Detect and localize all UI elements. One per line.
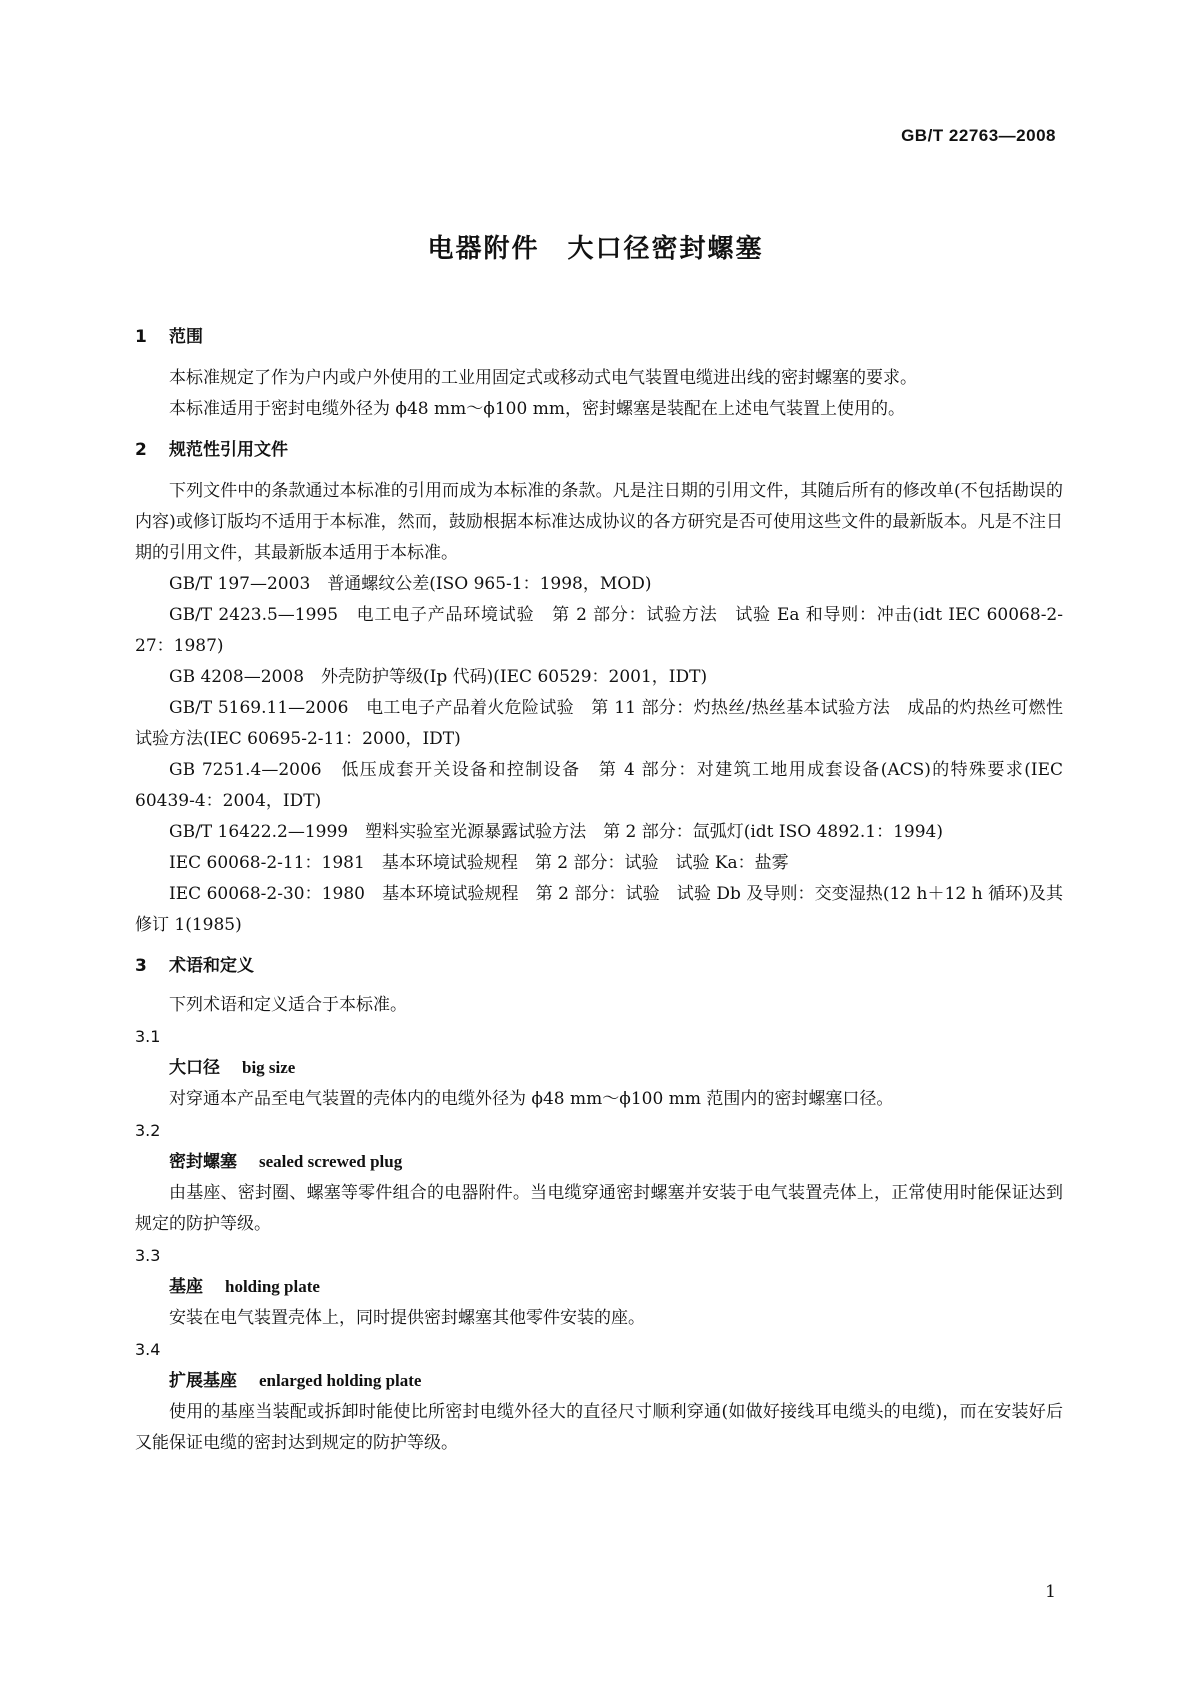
reference-item: GB/T 16422.2—1999 塑料实验室光源暴露试验方法 第 2 部分：氙弧灯(idt ISO 4892.1：1994) [169, 822, 943, 842]
term-chinese: 扩展基座 [169, 1371, 237, 1391]
term-english: holding plate [225, 1277, 320, 1296]
term-number: 3.1 [135, 1027, 161, 1046]
term-heading [135, 1146, 1063, 1178]
term-heading [135, 1052, 1063, 1084]
section-number: 1 [135, 327, 147, 347]
term-number: 3.3 [135, 1246, 161, 1265]
section-title: 规范性引用文件 [169, 440, 288, 460]
section-1-heading [135, 322, 1063, 353]
reference-item: GB 4208—2008 外壳防护等级(Ip 代码)(IEC 60529：2001，IDT) [169, 667, 708, 687]
section-title: 术语和定义 [169, 956, 254, 976]
reference-item: GB/T 197—2003 普通螺纹公差(ISO 965-1：1998，MOD) [169, 574, 652, 594]
section-3-heading [135, 951, 1063, 982]
term-english: big size [242, 1058, 296, 1077]
term-chinese: 密封螺塞 [169, 1152, 237, 1172]
references-intro: 下列文件中的条款通过本标准的引用而成为本标准的条款。凡是注日期的引用文件，其随后所有的修改单(不包括勘误的内容)或修订版均不适用于本标准，然而，鼓励根据本标准达成协议的各方研究是否可使用这些文件的最新版本。凡是不注日期的引用文件，其最新版本适用于本标准。 [135, 481, 1063, 563]
term-heading [135, 1271, 1063, 1303]
term-chinese: 大口径 [169, 1058, 220, 1078]
section-title: 范围 [169, 327, 203, 347]
term-heading [135, 1365, 1063, 1397]
term-definition: 安装在电气装置壳体上，同时提供密封螺塞其他零件安装的座。 [169, 1308, 645, 1328]
term-number: 3.4 [135, 1340, 161, 1359]
reference-item: GB/T 2423.5—1995 电工电子产品环境试验 第 2 部分：试验方法 试验 Ea 和导则：冲击(idt IEC 60068-2-27：1987) [135, 605, 1063, 656]
scope-paragraph-1: 本标准规定了作为户内或户外使用的工业用固定式或移动式电气装置电缆进出线的密封螺塞的要求。 [169, 368, 917, 388]
reference-item: IEC 60068-2-11：1981 基本环境试验规程 第 2 部分：试验 试验 Ka：盐雾 [169, 853, 789, 873]
section-2-heading [135, 435, 1063, 466]
term-english: enlarged holding plate [259, 1371, 422, 1390]
document-title: 电器附件 大口径密封螺塞 [427, 234, 764, 264]
reference-item: IEC 60068-2-30：1980 基本环境试验规程 第 2 部分：试验 试验 Db 及导则：交变湿热(12 h＋12 h 循环)及其修订 1(1985) [135, 884, 1063, 935]
standard-number: GB/T 22763—2008 [901, 126, 1056, 145]
term-definition: 对穿通本产品至电气装置的壳体内的电缆外径为 ϕ48 mm～ϕ100 mm 范围内的密封螺塞口径。 [169, 1089, 894, 1109]
term-definition: 由基座、密封圈、螺塞等零件组合的电器附件。当电缆穿通密封螺塞并安装于电气装置壳体上，正常使用时能保证达到规定的防护等级。 [135, 1183, 1063, 1234]
reference-item: GB 7251.4—2006 低压成套开关设备和控制设备 第 4 部分：对建筑工地用成套设备(ACS)的特殊要求(IEC 60439-4：2004，IDT) [135, 760, 1063, 811]
page-number: 1 [1045, 1582, 1056, 1602]
reference-item: GB/T 5169.11—2006 电工电子产品着火危险试验 第 11 部分：灼热丝/热丝基本试验方法 成品的灼热丝可燃性试验方法(IEC 60695-2-11：2000，IDT) [135, 698, 1063, 749]
terms-intro: 下列术语和定义适合于本标准。 [169, 995, 407, 1015]
term-definition: 使用的基座当装配或拆卸时能使比所密封电缆外径大的直径尺寸顺利穿通(如做好接线耳电缆头的电缆)，而在安装好后又能保证电缆的密封达到规定的防护等级。 [135, 1402, 1063, 1453]
term-english: sealed screwed plug [259, 1152, 403, 1171]
term-chinese: 基座 [169, 1277, 203, 1297]
document-body [135, 322, 1063, 1459]
term-number: 3.2 [135, 1121, 161, 1140]
section-number: 2 [135, 440, 147, 460]
section-number: 3 [135, 956, 147, 976]
scope-paragraph-2: 本标准适用于密封电缆外径为 ϕ48 mm～ϕ100 mm，密封螺塞是装配在上述电气装置上使用的。 [169, 399, 905, 419]
